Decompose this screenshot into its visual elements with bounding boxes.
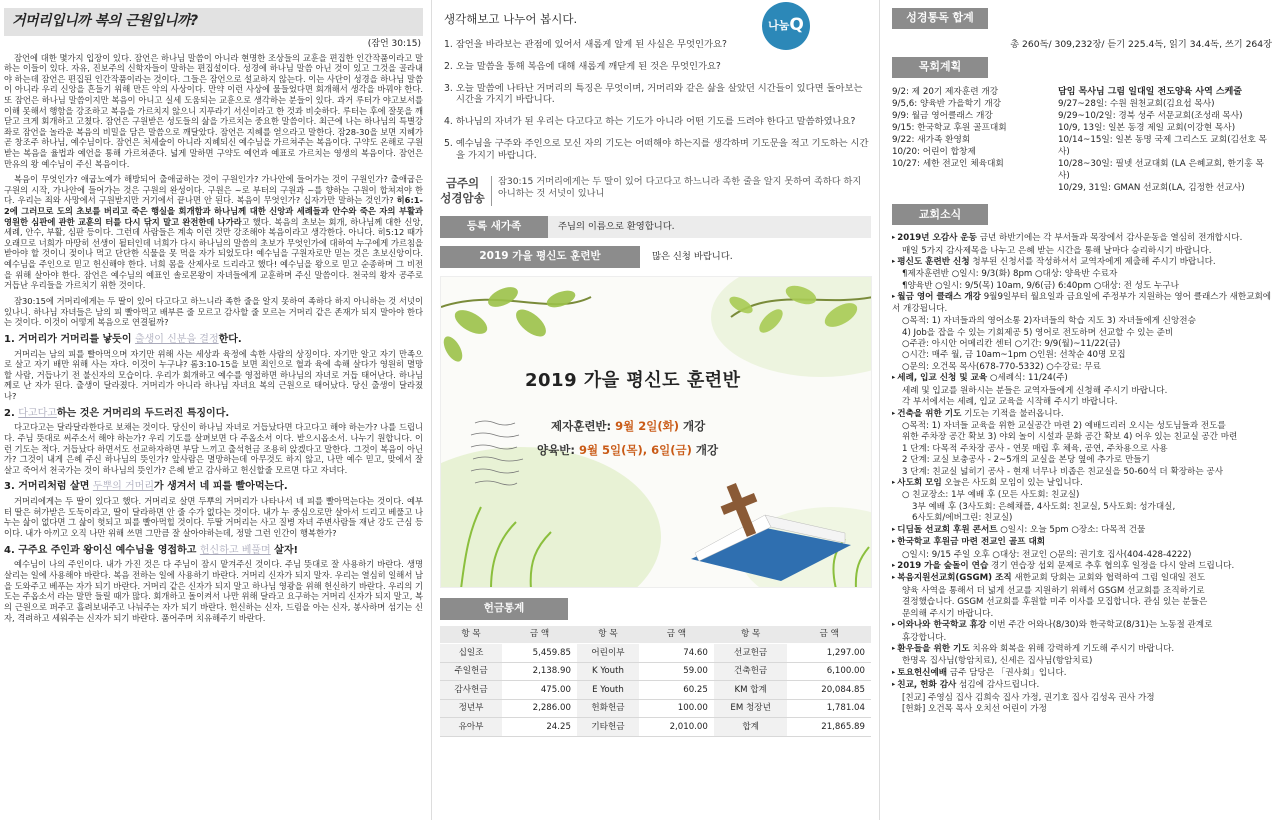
bullet-icon: ▸	[892, 643, 896, 652]
news-item	[892, 573, 1274, 584]
column-header: 금 액	[787, 626, 871, 644]
news-item-text: 치유와 회복을 위해 강력하게 기도해 주시기 바랍니다.	[969, 643, 1175, 654]
news-item-title: 2019년 오감사 운동	[897, 233, 977, 244]
list-item: 9/27~28일: 수원 원천교회(김요섭 목사)	[1058, 99, 1215, 110]
poster-nurture-class: 양육반: 9월 5일(목), 6일(금) 개강	[537, 442, 719, 457]
news-item-detail: ○ 친교장소: 1부 예배 후 (모든 사도회: 친교실)	[902, 490, 1080, 501]
news-item-text: 금년 하반기에는 각 부서들과 목장에서 감사운동을 열심히 전개합시다.	[976, 233, 1243, 244]
list-item: 10/27: 세한 전교인 체육대회	[892, 158, 1004, 169]
poster-title: 2019 가을 평신도 훈련반	[525, 369, 741, 391]
scripture-reference: (잠언 30:15)	[367, 39, 421, 49]
bullet-icon: ▸	[892, 524, 896, 533]
news-item-detail: 4) Job을 잡을 수 있는 기회제공 5) 영어로 전도하며 선교할 수 있는 준비	[902, 327, 1174, 338]
list-item: 9/9: 월금 영어클래스 개강	[892, 110, 993, 121]
list-item: 9/15: 한국학교 후원 골프대회	[892, 122, 1007, 133]
news-item-detail: ¶제자훈련반 ○일시: 9/3(화) 8pm ○대상: 양육반 수료자	[902, 269, 1118, 280]
bullet-icon: ▸	[892, 233, 896, 242]
news-item-detail: 위한 주차장 공간 확보 3) 야외 놀이 시설과 문화 공간 확보 4) 어우 있는 친교실 공간 마련	[902, 432, 1238, 443]
church-news-label: 교회소식	[892, 204, 988, 225]
sermon-paragraph: 복음이 무엇인가? 애굽노예가 해방되어 출애굽하는 것이 구원인가? 가나안에 들어가는 것이 구원인가? 출애굽은 구원의 시작, 가나안에 들어가는 것은 구원의 완성이다. 구원은 ~로 부터의 구원과 ~를 향하는 구원이 합쳐져야 한다. 우리는 죄와 사망에서 구원받지만 거기에서 끝나면 안 된다. 복음이 무엇인가? 십자가만 말하는 것인가? 히6:1-2에 그러므로 도의 초보를 버리고 죽은 행실을 회개함과 하나님께 대한 신앙과 세례들과 안수와 죽은 자의 부활과 영원한 심판에 관한 교훈의 터를 다시 닦지 말고 완전한데 나가라고 했다. 복음의 초보는 회개, 하나님께 대한 신앙, 세례, 안수, 부활, 심판 등이다. 그런데 사람들은 계속 이런 것만 강조해야 복음이라고 생각한다. 아니다. 히5:12 때가 오래므로 너희가 마땅히 선생이 될터인데 너희가 다시 하나님의 말씀의 초보가 무엇인가에 대하여 누구에게 가르침을 받아야 할 것이니 젖이나 먹고 단단한 식물을 못 먹을 자가 되었도다! 예수님을 구원자로만 믿는 것은 초보신앙이다. 예수님을 주인으로 믿고 헌신해야 한다. 너희 몸을 산제사로 드리라고 했다! 예수님을 왕으로 믿고 순종하며 그 비전을 위해 살아야 한다. 잠언은 예수님의 예표인 솔로몬왕이 자녀들에게 교훈하며 주신 말씀이다. 천국의 왕자 공주로 거듭난 우리들을 가르치기 위한 것이다.	[4, 174, 423, 291]
sermon-point-body: 거머리는 남의 피를 빨아먹으며 자기만 위해 사는 세상과 육정에 속한 사람의 상징이다. 자기만 알고 자기 만족으로 살고 자기 배만 위해 사는 자다. 이것이 누구냐? 롬3:10-15을 보면 죄인으로 혈과 육에 속해 살다가 영원히 멸망할 사람, 거듭나기 전 불신자의 모습이다. 우리가 회개하고 예수를 영접하면 하나님의 자녀로 거듭 태어난다. 하나님께로 난 자가 된다. 출생이 달라졌다. 거머리가 아니라 하나님 자녀요 복의 근원으로 태어났다. 당신 출생이 달라졌나?	[4, 348, 423, 401]
sermon-title-bar	[4, 8, 423, 36]
news-item-detail: 양육 사역을 통해서 더 넓게 선교를 지원하기 위해서 GSGM 선교회를 조직하기로	[902, 585, 1205, 596]
bullet-icon: ▸	[892, 257, 896, 266]
sermon-column	[0, 0, 432, 820]
table-row: 유아부 24.25 기타헌금 2,010.00 합계 21,865.89	[440, 718, 871, 737]
column-header: 항 목	[577, 626, 639, 644]
news-item-detail: ○주관: 아시안 어메리칸 센터 ○기간: 9/9(월)~11/22(금)	[902, 338, 1121, 349]
bullet-icon: ▸	[892, 408, 896, 417]
news-item-title: 친교, 헌화 감사	[897, 680, 957, 691]
news-item-text: 9월9일부터 월요일과 금요일에 주정부가 지원하는 영어 클래스가 새한교회에서 개강됩니다.	[892, 292, 1272, 314]
news-item-detail: ○문의: 오건목 목사(678-770-5332) ○수강료: 무료	[902, 361, 1101, 372]
new-family-text: 주님의 이름으로 환영합니다.	[548, 216, 871, 238]
news-item-detail: 3부 예배 후 (3사도회: 은혜채플, 4사도회: 친교실, 5사도회: 성가대실,	[912, 501, 1176, 512]
news-item-text: 오늘은 사도회 모임이 있는 날입니다.	[941, 478, 1083, 489]
sermon-point-heading: 1. 거머리가 거머리를 낳듯이 출생이 신분을 결정한다.	[4, 333, 242, 345]
training-text: 많은 신청 바랍니다.	[652, 250, 733, 262]
church-news-list	[892, 233, 1274, 715]
news-item-detail: ¶양육반 ○일시: 9/5(목) 10am, 9/6(금) 6:40pm ○대상: 전 성도 누구나	[902, 280, 1179, 291]
middle-column	[432, 0, 880, 820]
memory-verse-label: 금주의 성경암송	[440, 176, 492, 206]
news-item	[892, 525, 1274, 536]
list-item: 10/28~30일: 필넷 선교대회 (LA 은혜교회, 한기홍 목사)	[1058, 159, 1264, 182]
news-item-detail: 결정했습니다. GSGM 선교회를 후원할 미주 이사를 모집합니다. 관심 있는 분들은	[902, 597, 1208, 608]
news-item-text: 금주 담당은 「권사회」입니다.	[947, 667, 1067, 678]
news-item	[892, 373, 1274, 384]
column-header: 금 액	[639, 626, 714, 644]
offering-table	[440, 626, 871, 737]
question-item: 5. 예수님을 구주와 주인으로 모신 자의 기도는 어떠해야 하는지를 생각하며 기도문을 적고 기도하는 시간을 가지기 바랍니다.	[444, 138, 869, 162]
news-item-text: 경기 연습장 섭외 문제로 추후 협의후 일정을 다시 알려 드립니다.	[988, 560, 1235, 571]
news-item	[892, 233, 1274, 244]
ministry-plan	[892, 86, 1274, 194]
news-item-text: ○세례식: 11/24(주)	[987, 373, 1068, 384]
list-item: 9/5,6: 양육반 가을학기 개강	[892, 98, 1002, 109]
list-item: 9/29~10/2일: 경북 성주 서문교회(조성래 목사)	[1058, 111, 1243, 122]
news-item	[892, 680, 1274, 691]
question-item: 4. 하나님의 자녀가 된 우리는 다고다고 하는 기도가 아니라 어떤 기도를 드려야 한다고 말씀하였나요?	[444, 116, 856, 128]
bullet-icon: ▸	[892, 573, 896, 582]
sermon-point-body: 거머리에게는 두 딸이 있다고 했다. 거머리로 살면 두뿌의 거머리가 나타나서 네 피를 빨아먹는다는 것이다. 예부터 딸은 허가받은 도둑이라고, 딸이 달라하면 안 줄 수가 없다는 것이다. 내가 누 중심으로만 살아서 드리고 베풀고 나누는 삶이 없다면 그 삶이 헛되고 피를 빨아먹힐 것이다. 두딸 거머리는 사고 질병 자녀 주변사람들 재난 강도 근심 등이다. 내가 아끼고 오직 나만 위해 쓰면 그만큼 잘 살아야하는데, 정말 그런 인간이 행복한가?	[4, 496, 423, 539]
questions-heading: 생각해보고 나누어 봅시다.	[444, 12, 578, 26]
training-label: 2019 가을 평신도 훈련반	[440, 246, 640, 268]
sermon-point-heading: 2. 다고다고하는 것은 거머리의 두드러진 특징이다.	[4, 407, 230, 419]
bullet-icon: ▸	[892, 292, 896, 301]
news-item-detail: ○목적: 1) 자녀들 교육을 위한 교실공간 마련 2) 예배드리러 오시는 성도님들과 전도를	[902, 420, 1226, 431]
news-item-title: 토요헌신예배	[897, 667, 948, 678]
bullet-icon: ▸	[892, 478, 896, 487]
news-item-detail: 매일 5가지 감사제목을 나누고 은혜 받는 시간을 통해 날마다 승리하시기 바랍니다.	[902, 245, 1212, 256]
bullet-icon: ▸	[892, 537, 896, 546]
sermon-title: 거머리입니까 복의 근원입니까?	[12, 13, 198, 30]
news-item-detail: 2 단계: 교실 보충공사 - 2~5개의 교실을 본당 옆에 추가로 만들기	[902, 455, 1150, 466]
list-item: 10/20: 어린이 합창제	[892, 146, 976, 157]
news-item-title: 2019 가을 숲돌이 연습	[897, 560, 989, 571]
table-row: 감사헌금 475.00 E Youth 60.25 KM 합계 20,084.85	[440, 681, 871, 700]
pastor-schedule	[1058, 86, 1274, 194]
column-header: 금 액	[502, 626, 577, 644]
news-item	[892, 292, 1274, 315]
table-row: 주일헌금 2,138.90 K Youth 59.00 건축헌금 6,100.00	[440, 662, 871, 681]
news-item-detail: 6사도회/에버그린: 친교실)	[912, 513, 1013, 524]
bullet-icon: ▸	[892, 680, 896, 689]
news-item-title: 세례, 입교 신청 및 교육	[897, 373, 988, 384]
bullet-icon: ▸	[892, 620, 896, 629]
news-item-text: 새한교회 당회는 교회와 협력하여 그림 일대일 전도	[1011, 573, 1206, 584]
news-item-title: 평신도 훈련반 신청	[897, 257, 970, 268]
memory-verse	[440, 176, 871, 206]
sharing-q-badge: 나눔 Q	[762, 2, 810, 50]
column-header: 항 목	[440, 626, 502, 644]
new-family-label: 등록 새가족	[440, 216, 548, 238]
news-item-title: 한국학교 후원금 마련 전교인 골프 대회	[897, 537, 1046, 548]
news-item	[892, 668, 1274, 679]
news-item-title: 복음지원선교회(GSGM) 조직	[897, 573, 1012, 584]
news-item-text: 이번 주간 어와나(8/30)와 한국학교(8/31)는 노동절 관계로	[986, 620, 1213, 631]
table-row: 십일조 5,459.85 어린이부 74.60 선교헌금 1,297.00	[440, 644, 871, 663]
training-poster	[440, 276, 872, 588]
list-item: 9/22: 새가족 환영회	[892, 134, 971, 145]
news-item	[892, 561, 1274, 572]
news-item	[892, 537, 1274, 548]
offering-header-row	[440, 626, 871, 644]
news-item-text: 섬김에 감사드립니다.	[956, 680, 1040, 691]
news-item-text: 청부된 신청서를 작성하셔서 교역자에게 제출해 주시기 바랍니다.	[969, 257, 1216, 268]
news-item-detail: ○목적: 1) 자녀들과의 영어소통 2)자녀들의 학습 지도 3) 자녀들에게 신앙전승	[902, 316, 1196, 327]
training-strip	[440, 246, 871, 268]
memory-verse-text: 잠30:15 거머리에게는 두 딸이 있어 다고다고 하느니라 족한 줄을 알지 못하여 족하다 하지 아니하는 것 서넛이 있나니	[497, 175, 862, 199]
news-item-title: 건축을 위한 기도	[897, 408, 962, 419]
question-item: 2. 오늘 말씀을 통해 복음에 대해 새롭게 깨닫게 된 것은 무엇인가요?	[444, 60, 721, 72]
news-item-title: 사도회 모임	[897, 478, 942, 489]
news-item-detail: 문의해 주시기 바랍니다.	[902, 608, 994, 619]
news-item-title: 어와나와 한국학교 휴강	[897, 620, 987, 631]
sermon-paragraph: 잠언에 대한 몇가지 입장이 있다. 잠언은 하나님 말씀이 아니라 현명한 조상들의 교훈을 편집한 인간작품이라고 말하는 이들이 있다. 자유, 진보주의 신학자들이 말하는 편집설이다. 성경에 하나님 말씀 아닌 것이 있고 그것을 골라내야 하는데 잠언은 편집된 인간작품이라는 것이다. 그들은 잠언으로 설교하지 않는다. 이는 사단이 성경을 하나님 말씀이 아니라 우리 신앙을 흔들기 위해 만든 악의 사상이다. 만약 이런 사상에 물들었다면 회개해서 생각을 바꿔야 한다. 또 잠언은 하나님 말씀이지만 복음이 아니고 실세 도움되는 교훈으로 생각하는 분들이 있다. 과거 루터가 야고보서를 이해 못해서 행함을 강조하고 복음을 가르치지 않으니 지푸라기 서신이라고 한 것과 비슷하다. 루터는 후에 잘못을 깨닫고 크게 회개하고 고쳤다. 잠언은 구원받은 성도들의 삶을 가르치는 중요한 말씀이다. 최근에 나는 하나님의 특별강좌로 잠언을 놀라운 복음의 비밀을 담은 말씀으로 깨달았다. 잠언은 지혜를 얻으라고 말한다. 잠28-30을 보면 지혜가 곧 창조주 하나님, 예수님이다. 잠언은 처세술이 아니라 지혜되신 예수님을 가르쳐주는 복음이다. 구약도 온해로 구원받는 복음을 율법과 예언을 통해 가르쳐준다. 넓게 말하면 구약도 예언과 예표로 가르치는 영생의 복음이다. 잠언은 만유의 왕 예수님이 주신 복음이다.	[4, 52, 423, 169]
sermon-paragraph: 잠30:15에 거머리에게는 두 딸이 있어 다고다고 하느니라 족한 줄을 알지 못하여 족하다 하지 아니하는 것 서넛이 있나니. 하나님 자녀들은 남의 피 빨아먹고 배부른 줄 모르고 감사할 줄 모르는 거머리 같은 존재가 되지 말아야 한다는 것이다. 이것이 어떻게 복음으로 연결될까?	[4, 295, 423, 328]
sermon-point-heading: 3. 거머리처럼 살면 두뿌의 거머리가 생겨서 네 피를 빨아먹는다.	[4, 481, 288, 493]
new-family-strip	[440, 216, 871, 238]
bullet-icon: ▸	[892, 560, 896, 569]
offering-label: 헌금통계	[440, 598, 568, 620]
news-item-detail: 세례 및 입교를 원하시는 분들은 교역자들에게 신청해 주시기 바랍니다.	[902, 385, 1168, 396]
list-item: 10/29, 31일: GMAN 선교회(LA, 김정한 선교사)	[1058, 183, 1245, 194]
news-item-detail: ○시간: 매주 월, 금 10am~1pm ○인원: 선착순 40명 모집	[902, 350, 1126, 361]
news-item-title: 월금 영어 클래스 개강	[897, 292, 981, 303]
news-item-title: 디딤돌 선교회 후원 콘서트	[897, 524, 998, 535]
news-item-detail: 각 부서에서는 세례, 입교 교육을 시작해 주시기 바랍니다.	[902, 397, 1118, 408]
news-item	[892, 257, 1274, 268]
sermon-point-body: 다고다고는 달라달라한다로 보채는 것이다. 당신이 하나님 자녀로 거듭났다면 다고다고 해야 하는가? 나를 드립니다. 주님 뜻대로 써주소서 해야 하는가? 우리 기도를 살펴보면 다 주옵소서 이다. 받으시옵소서. 나누기 원합니다. 이런 기도는 적다. 거듭났다 하면서도 선교하자하면 부담 느끼고 출석헌금 조용히 앉겠다고 말한다. 그것이 복음이 아닌가? 그것이 내게 은혜 주신 하나님의 뜻인가? 앞사람은 멸망하는데 아무것도 하지 않고, 나만 예수 믿고, 맞에서 잘 살고 죽어서 천국가는 것이 하나님의 뜻인가? 은혜 받고 감사하고 헌신할줄 모르면 다고 자녀다.	[4, 422, 423, 475]
bullet-icon: ▸	[892, 373, 896, 382]
news-item-detail: [친교] 주영심 집사 김희숙 집사 가정, 권기호 집사 김성옥 권사 가정	[902, 692, 1155, 703]
news-item-text: 기도는 기적을 불러옵니다.	[961, 408, 1064, 419]
column-header: 항 목	[714, 626, 788, 644]
news-item	[892, 478, 1274, 489]
news-item	[892, 644, 1274, 655]
news-item-detail: 1 단계: 다목적 주차장 공사 - 연못 매립 후 체육, 공연, 주차용으로 사용	[902, 443, 1168, 454]
news-item	[892, 409, 1274, 420]
news-item-detail: 휴강합니다.	[902, 632, 947, 643]
question-item: 3. 오늘 말씀에 나타난 거머리의 특징은 무엇이며, 거머리와 같은 삶을 살았던 시간들이 있다면 돌아보는 시간을 가지기 바랍니다.	[444, 82, 863, 106]
bullet-icon: ▸	[892, 667, 896, 676]
news-item-text: ○일시: 오늘 5pm ○장소: 다목적 건물	[997, 524, 1146, 535]
news-item-detail: [헌화] 오건목 목사 오치선 어린이 가정	[902, 704, 1047, 715]
ministry-plan-list	[892, 86, 1058, 194]
list-item: 9/2: 제 20기 제자훈련 개강	[892, 86, 999, 97]
sermon-point-body: 예수님이 나의 주인이다. 내가 가진 것은 다 주님이 잠시 맡겨주신 것이다. 주님 뜻대로 잘 사용하기 바란다. 생명 살리는 일에 사용해야 바란다. 복음 전하는 일에 사용하기 바란다. 거머리 신자가 되지 말자. 우리는 열심히 일해서 남을 도와주고 베푸는 자가 되기 바란다. 거머리 같은 신자가 되지 말고 하나님 영광을 위해 헌신하기 바란다. 우리의 기도는 주옵소서 라는 말만 들릴 때가 많다. 회개하고 돌이켜서 나만 위해 달라고 요구하는 거머리 신자가 되지 말고, 복의 근원으로 퍼주고 흘려보내주고 나눠주는 자가 되기 바란다. 헌신하는 신자, 드림을 아는 신자, 봉사하며 섬기는 신자, 격려하고 세워주는 신자가 되기 바란다. 품어주며 치유해주기 바란다.	[4, 559, 423, 623]
news-item-detail: 한명옥 집사님(항암치료), 신세은 집사님(항암치료)	[902, 656, 1093, 667]
list-item: 10/9, 13일: 일본 동경 제일 교회(이강현 목사)	[1058, 123, 1236, 134]
ministry-plan-label: 목회계획	[892, 57, 988, 78]
news-item	[892, 620, 1274, 631]
table-row: 정년부 2,286.00 헌화헌금 100.00 EM 청장년 1,781.04	[440, 699, 871, 718]
list-item: 10/14~15일: 일본 동명 국제 그리스도 교회(김선호 목사)	[1058, 135, 1267, 158]
news-item-detail: 3 단계: 친교실 넓히기 공사 - 현재 너무나 비좁은 친교실을 50-60석 더 확장하는 공사	[902, 466, 1223, 477]
news-item-title: 환우들을 위한 기도	[897, 643, 970, 654]
poster-disciple-class: 제자훈련반: 9월 2일(화) 개강	[551, 418, 706, 433]
announcements-column	[880, 0, 1280, 820]
reading-stats: 총 260독/ 309,232장/ 듣기 225.4독, 읽기 34.4독, 쓰기 264장	[1010, 39, 1272, 50]
question-item: 1. 잠언을 바라보는 관점에 있어서 새롭게 알게 된 사실은 무엇인가요?	[444, 38, 727, 50]
reading-label: 성경통독 합계	[892, 8, 988, 29]
pastor-schedule-title: 담임 목사님 그림 일대일 전도양육 사역 스케줄	[1058, 86, 1242, 97]
news-item-detail: ○일시: 9/15 주일 오후 ○대상: 전교인 ○문의: 권기호 집사(404-428-4222)	[902, 549, 1192, 560]
question-list	[444, 39, 871, 162]
sermon-point-heading: 4. 구주요 주인과 왕이신 예수님을 영접하고 헌신하고 베풀며 살자!	[4, 544, 299, 556]
